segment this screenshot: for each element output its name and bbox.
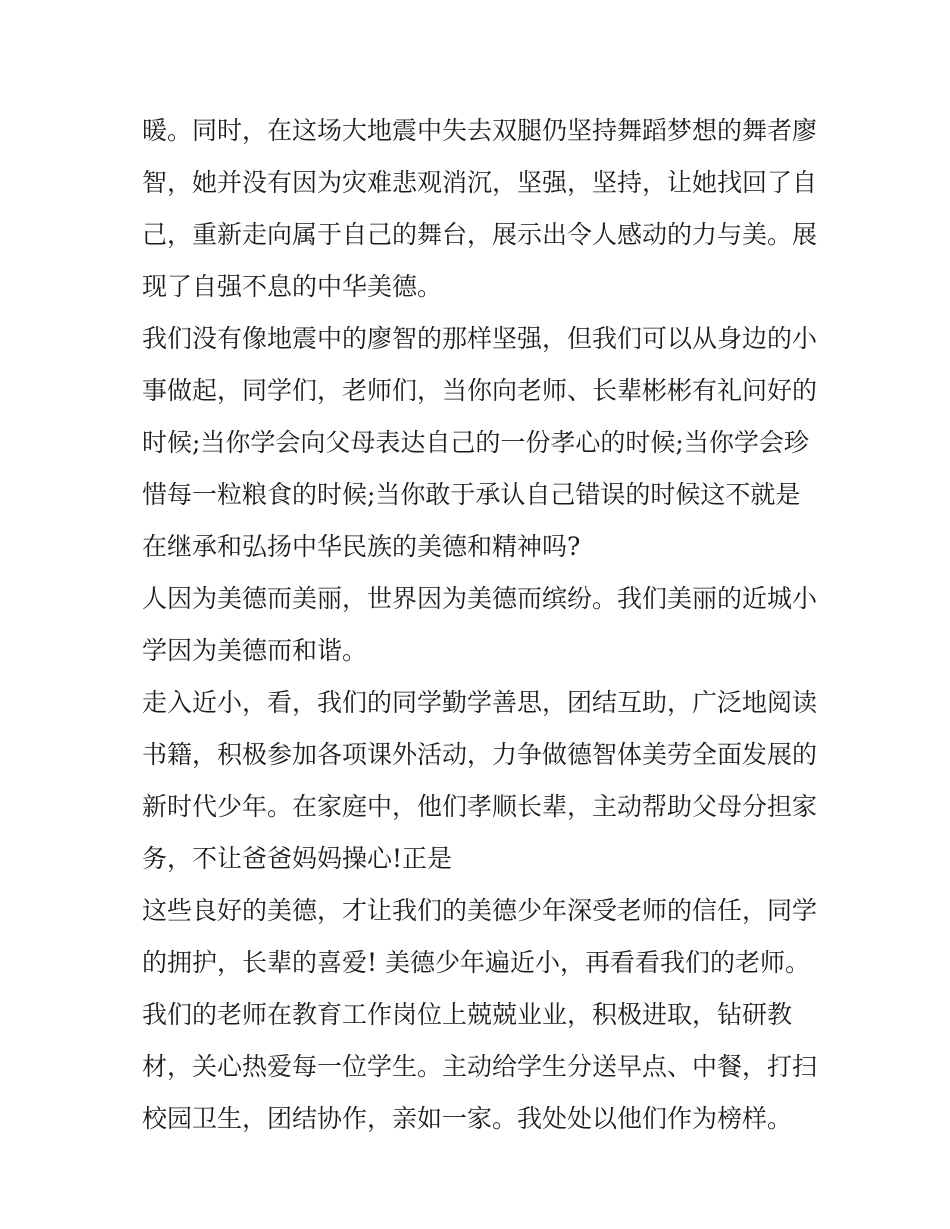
document-body (142, 105, 822, 1145)
text-line: 暖。同时，在这场大地震中失去双腿仍坚持舞蹈梦想的舞者廖 (142, 116, 818, 145)
text-line: 这些良好的美德，才让我们的美德少年深受老师的信任，同学 (142, 896, 818, 925)
text-line: 事做起，同学们，老师们，当你向老师、长辈彬彬有礼问好的 (142, 376, 818, 405)
text-line: 走入近小，看，我们的同学勤学善思，团结互助，广泛地阅读 (142, 688, 818, 717)
text-line: 务，不让爸爸妈妈操心!正是 (142, 844, 453, 873)
text-line: 新时代少年。在家庭中，他们孝顺长辈，主动帮助父母分担家 (142, 792, 818, 821)
text-line: 现了自强不息的中华美德。 (142, 272, 443, 301)
text-line: 校园卫生，团结协作，亲如一家。我处处以他们作为榜样。 (142, 1104, 793, 1133)
text-line: 我们没有像地震中的廖智的那样坚强，但我们可以从身边的小 (142, 324, 818, 353)
text-line: 在继承和弘扬中华民族的美德和精神吗? (142, 532, 581, 561)
text-line: 书籍，积极参加各项课外活动，力争做德智体美劳全面发展的 (142, 740, 818, 769)
text-line: 人因为美德而美丽，世界因为美德而缤纷。我们美丽的近城小 (142, 584, 818, 613)
text-line: 的拥护，长辈的喜爱! 美德少年遍近小，再看看我们的老师。 (142, 948, 810, 977)
text-line: 己，重新走向属于自己的舞台，展示出令人感动的力与美。展 (142, 220, 818, 249)
text-line: 智，她并没有因为灾难悲观消沉，坚强，坚持，让她找回了自 (142, 168, 818, 197)
text-line: 学因为美德而和谐。 (142, 636, 368, 665)
text-line: 惜每一粒粮食的时候;当你敢于承认自己错误的时候这不就是 (142, 480, 801, 509)
text-line: 时候;当你学会向父母表达自己的一份孝心的时候;当你学会珍 (142, 428, 809, 457)
text-line: 我们的老师在教育工作岗位上兢兢业业，积极进取，钻研教 (142, 1000, 793, 1029)
text-line: 材，关心热爱每一位学生。主动给学生分送早点、中餐，打扫 (142, 1052, 818, 1081)
